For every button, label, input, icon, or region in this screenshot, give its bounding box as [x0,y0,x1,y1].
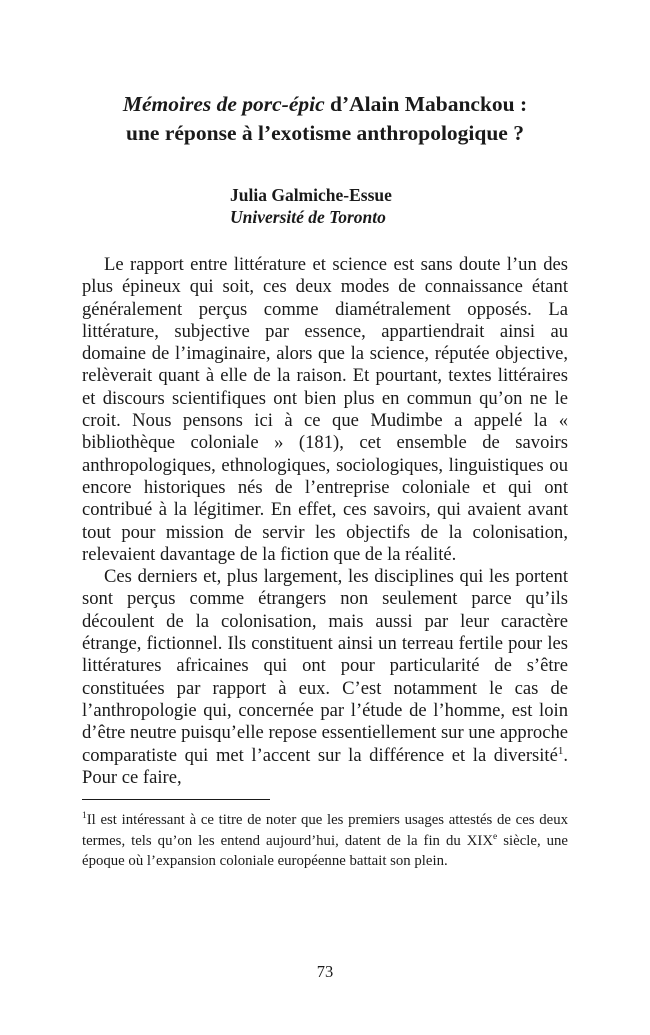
paragraph-2-text: Ces derniers et, plus largement, les disciplines qui les portent sont perçus comme étrangers non seulement parce qu’ils découlent de la colonisation, mais aussi par leur caractère étrange, fictionnel. Ils constituent ainsi un terreau fertile pour les littératures africaines qui ont pour particularité de s’être constituées par rapport à eux. C’est notamment le cas de l’anthropologie qui, concernée par l’étude de l’homme, est loin d’être neutre puisqu’elle repose essentiellement sur une approche comparatiste qui met l’accent sur la différence et la diversité [82,566,568,766]
paragraph-2 [82,566,568,789]
title-line1-rest: d’Alain Mabanckou : [324,92,528,116]
footnote-text-end: siècle, une époque où l’expansion coloniale européenne battait son plein. [82,832,568,870]
article-title [82,90,568,148]
paragraph-2-tail: . Pour ce faire, [82,744,568,788]
author-name: Julia Galmiche-Essue [230,185,392,205]
footnote-divider [82,799,270,800]
footnote-reference: 1 [557,744,564,757]
footnote-century-superscript: e [493,831,498,842]
page-number: 73 [316,962,334,981]
footnote-marker: 1 [82,811,87,822]
article-page [82,90,568,872]
title-line2: une réponse à l’exotisme anthropologique ? [126,121,524,145]
footnote [82,810,568,872]
article-body [82,254,568,789]
title-work-italic: Mémoires de porc-épic [122,92,325,116]
paragraph-1: Le rapport entre littérature et science est sans doute l’un des plus épineux qui soit, ces deux modes de connaissance étant généralement perçus comme diamétralement opposés. La littérature, subjective par essence, appartiendrait ainsi au domaine de l’imaginaire, alors que la science, réputée objective, relèverait quant à elle de la raison. Et pourtant, textes littéraires et discours scientifiques ont bien plus en commun qu’on ne le croit. Nous pensons ici à ce que Mudimbe a appelé la « bibliothèque coloniale » (181), cet ensemble de savoirs anthropologiques, ethnologiques, sociologiques, linguistiques ou encore historiques nés de l’entreprise coloniale et qui ont contribué à la légitimer. En effet, ces savoirs, qui avaient avant tout pour mission de servir les objectifs de la colonisation, relevaient davantage de la fiction que de la réalité. [82,254,568,565]
footnote-text: Il est intéressant à ce titre de noter que les premiers usages attestés de ces deux termes, tels qu’on les entend aujourd’hui, datent de la fin du XIX [82,812,568,849]
author-affiliation: Université de Toronto [230,207,386,227]
author-block [82,184,568,228]
